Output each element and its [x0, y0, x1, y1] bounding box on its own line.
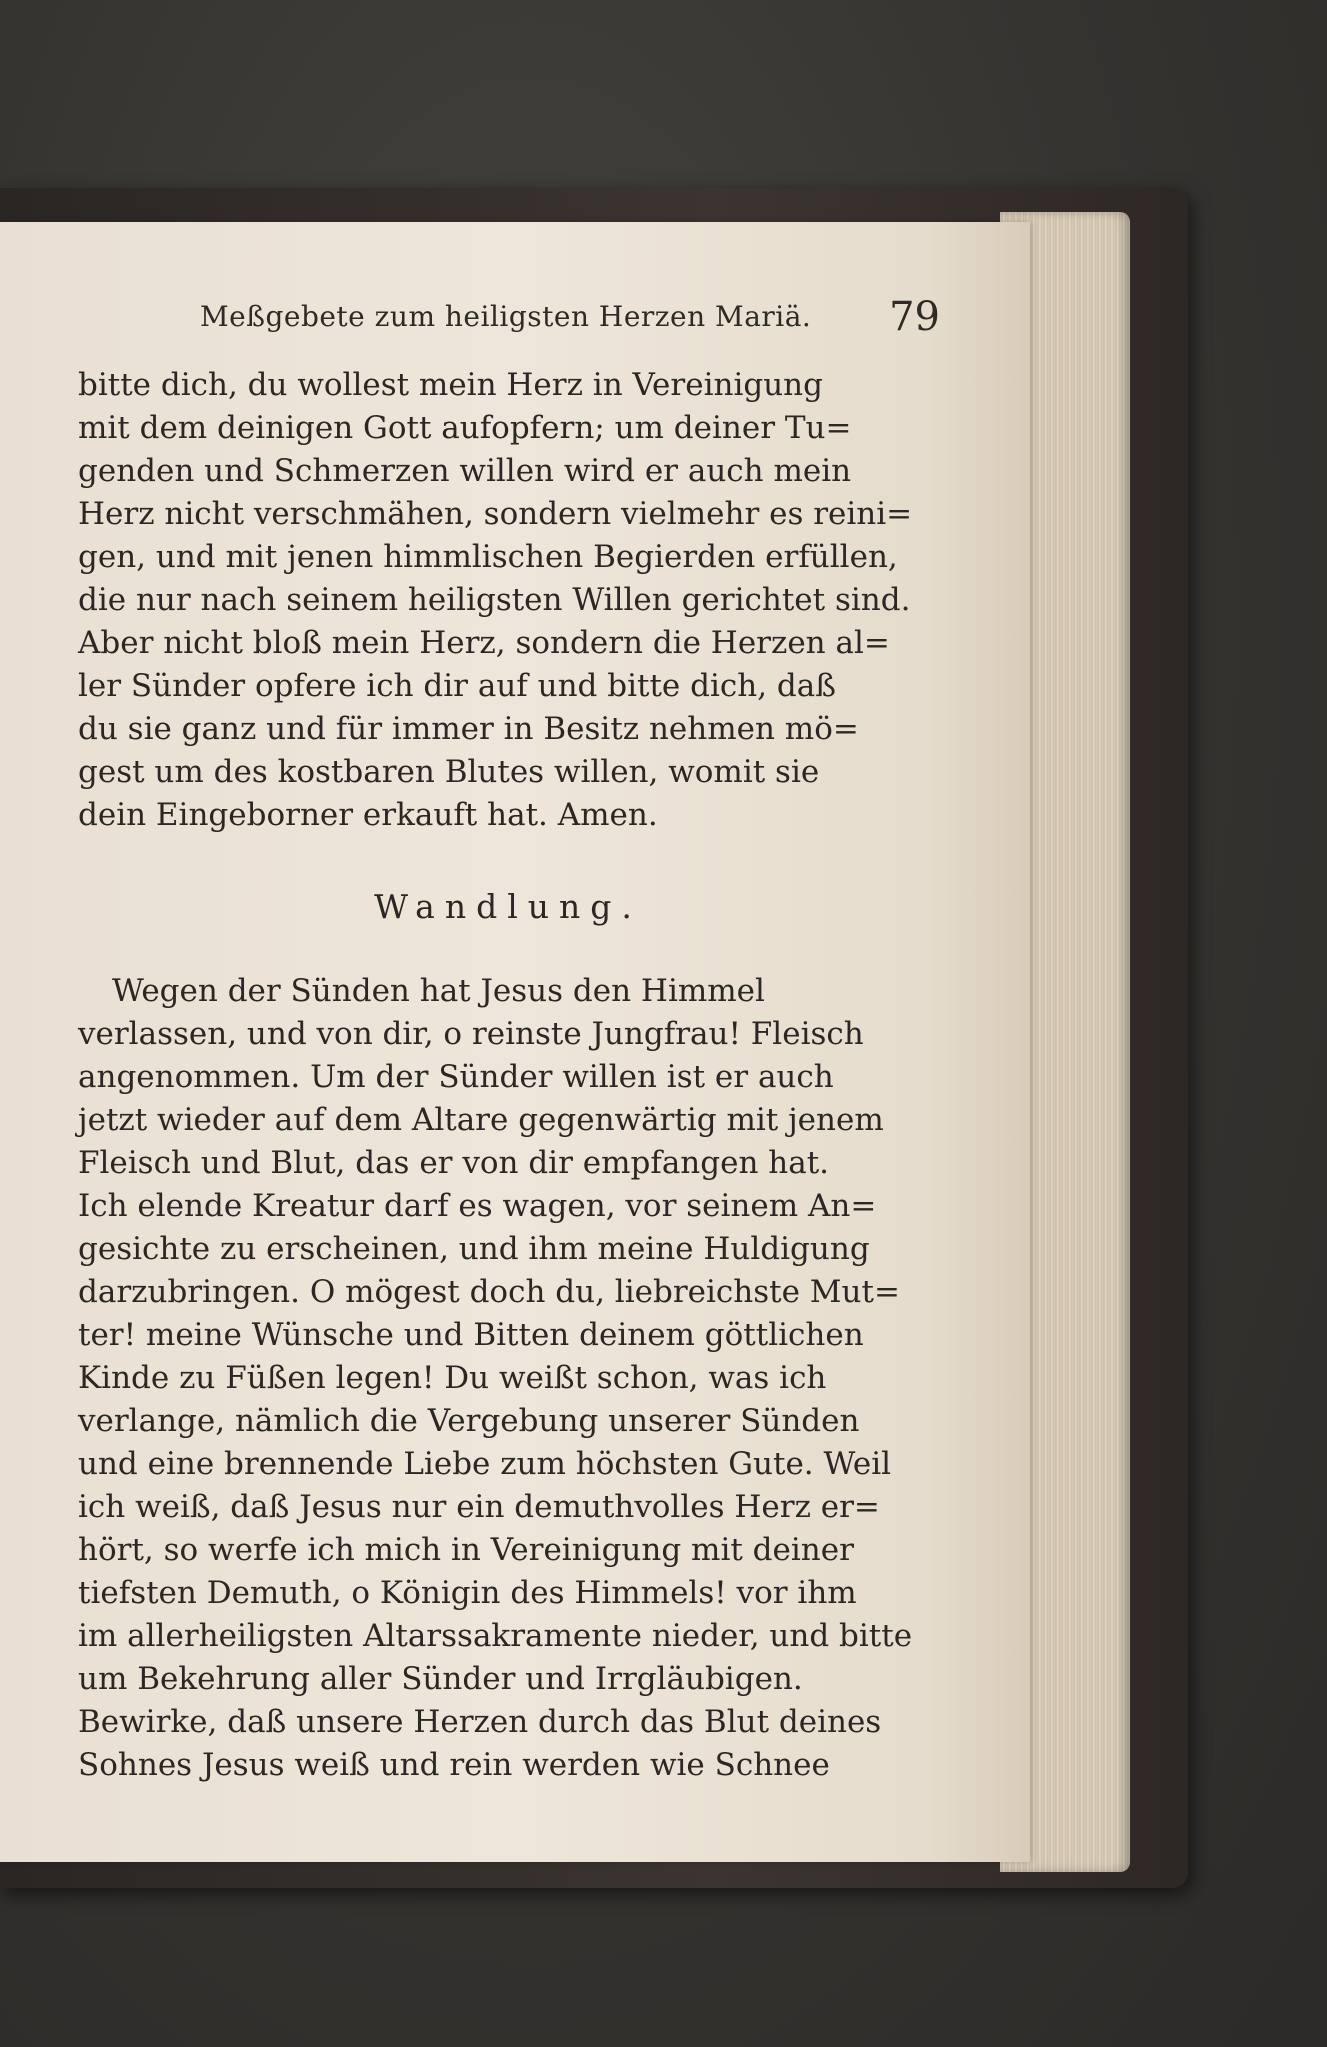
- text-line: Bewirke, daß unsere Herzen durch das Blut deines: [78, 1704, 882, 1740]
- paragraph-2: [78, 970, 938, 1787]
- text-line: um Bekehrung aller Sünder und Irrgläubigen.: [78, 1661, 803, 1697]
- text-line: Herz nicht verschmähen, sondern vielmehr es reini=: [78, 496, 913, 532]
- text-line: Fleisch und Blut, das er von dir empfangen hat.: [78, 1145, 830, 1181]
- section-heading: Wandlung.: [374, 887, 642, 926]
- text-line: darzubringen. O mögest doch du, liebreichste Mut=: [78, 1274, 900, 1310]
- text-line: im allerheiligsten Altarssakramente nieder, und bitte: [78, 1618, 913, 1654]
- text-line: gest um des kostbaren Blutes willen, womit sie: [78, 754, 820, 790]
- text-line: ler Sünder opfere ich dir auf und bitte dich, daß: [78, 668, 836, 704]
- text-line: bitte dich, du wollest mein Herz in Vereinigung: [78, 367, 823, 403]
- text-line: jetzt wieder auf dem Altare gegenwärtig mit jenem: [78, 1102, 884, 1138]
- text-line: gen, und mit jenen himmlischen Begierden erfüllen,: [78, 539, 898, 575]
- page-header: [60, 294, 940, 338]
- text-line: Aber nicht bloß mein Herz, sondern die Herzen al=: [78, 625, 890, 661]
- text-line: angenommen. Um der Sünder willen ist er auch: [78, 1059, 834, 1095]
- text-line: Kinde zu Füßen legen! Du weißt schon, was ich: [78, 1360, 827, 1396]
- page-number: 79: [889, 294, 940, 340]
- text-line: genden und Schmerzen willen wird er auch mein: [78, 453, 852, 489]
- text-line: dein Eingeborner erkauft hat. Amen.: [78, 797, 658, 833]
- text-line: Sohnes Jesus weiß und rein werden wie Schnee: [78, 1747, 830, 1783]
- text-line: ich weiß, daß Jesus nur ein demuthvolles Herz er=: [78, 1489, 880, 1525]
- paragraph-1: [78, 364, 938, 837]
- running-title: Meßgebete zum heiligsten Herzen Mariä.: [200, 300, 812, 333]
- text-line: verlange, nämlich die Vergebung unserer Sünden: [78, 1403, 860, 1439]
- text-line: verlassen, und von dir, o reinste Jungfrau! Fleisch: [78, 1016, 864, 1052]
- text-line: Ich elende Kreatur darf es wagen, vor seinem An=: [78, 1188, 877, 1224]
- text-line: die nur nach seinem heiligsten Willen gerichtet sind.: [78, 582, 911, 618]
- text-line: hört, so werfe ich mich in Vereinigung mit deiner: [78, 1532, 854, 1568]
- body-text: [78, 364, 938, 1787]
- text-line: du sie ganz und für immer in Besitz nehmen mö=: [78, 711, 859, 747]
- text-line: gesichte zu erscheinen, und ihm meine Huldigung: [78, 1231, 870, 1267]
- text-line: Wegen der Sünden hat Jesus den Himmel: [112, 973, 765, 1009]
- text-line: mit dem deinigen Gott aufopfern; um deiner Tu=: [78, 410, 852, 446]
- text-line: und eine brennende Liebe zum höchsten Gute. Weil: [78, 1446, 892, 1482]
- text-line: tiefsten Demuth, o Königin des Himmels! vor ihm: [78, 1575, 857, 1611]
- text-line: ter! meine Wünsche und Bitten deinem göttlichen: [78, 1317, 864, 1353]
